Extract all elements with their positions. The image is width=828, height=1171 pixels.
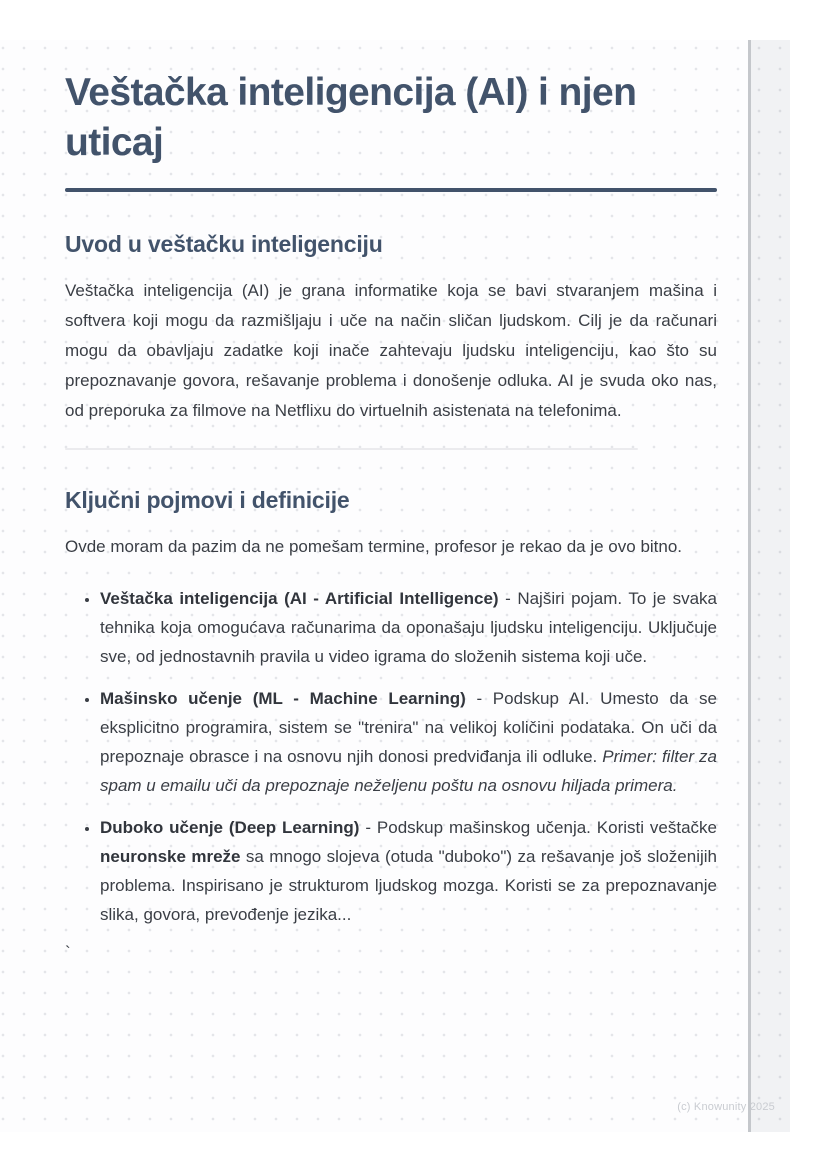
term-ml-definition: - Podskup AI. Umesto da se eksplicitno programira, sistem se "trenira" na velikoj količini podataka. On uči da prepoznaje obrasce i na osnovu njih donosi predviđanja ili odluke.: [100, 689, 717, 766]
page-edge-line: [748, 40, 751, 1132]
term-list: [65, 584, 717, 929]
list-item-artificial-intelligence: [100, 584, 717, 671]
key-terms-intro: Ovde moram da pazim da ne pomešam termine, profesor je rekao da je ovo bitno.: [65, 537, 683, 556]
list-item-machine-learning: [100, 684, 717, 800]
intro-paragraph: Veštačka inteligencija (AI) je grana informatike koja se bavi stvaranjem mašina i softvera koji mogu da razmišljaju i uče na način sličan ljudskom. Cilj je da računari mogu da obavljaju zadatke koji inače zahtevaju ljudsku inteligenciju, kao što su prepoznavanje govora, rešavanje problema i donošenje odluka. AI je svuda oko nas, od preporuka za filmove na Netflixu do virtuelnih asistenata na telefonima.: [65, 281, 717, 420]
term-ml-example: Primer: filter za spam u emailu uči da prepoznaje neželjenu poštu na osnovu hiljada primera.: [100, 747, 717, 795]
copyright-watermark: (c) Knowunity 2025: [677, 1101, 775, 1113]
term-dl-definition-part1: - Podskup mašinskog učenja. Koristi veštačke: [359, 818, 717, 837]
section-key-terms: [65, 486, 717, 963]
next-page-edge: [751, 40, 790, 1132]
page-content: [65, 68, 717, 963]
section-heading-intro: Uvod u veštačku inteligenciju: [65, 231, 383, 257]
page-title: Veštačka inteligencija (AI) i njen uticaj: [65, 71, 637, 164]
term-dl-definition-part2: sa mnogo slojeva (otuda "duboko") za rešavanje još složenijih problema. Inspirisano je strukturom ljudskog mozga. Koristi se za prepoznavanje slika, govora, prevođenje jezika...: [100, 847, 717, 924]
section-heading-key-terms: Ključni pojmovi i definicije: [65, 487, 350, 513]
title-underline: [65, 188, 717, 192]
section-intro: [65, 230, 717, 426]
section-divider: [65, 448, 638, 450]
list-item-deep-learning: [100, 813, 717, 929]
stray-character: `: [65, 943, 71, 962]
term-ml: Mašinsko učenje (ML - Machine Learning): [100, 689, 466, 708]
term-dl: Duboko učenje (Deep Learning): [100, 818, 360, 837]
term-ai-definition: - Najširi pojam. To je svaka tehnika koja omogućava računarima da oponašaju ljudsku inteligenciju. Uključuje sve, od jednostavnih pravila u video igrama do složenih sistema koji uče.: [100, 589, 717, 666]
term-ai: Veštačka inteligencija (AI - Artificial Intelligence): [100, 589, 499, 608]
term-neural-networks-bold: neuronske mreže: [100, 847, 241, 866]
